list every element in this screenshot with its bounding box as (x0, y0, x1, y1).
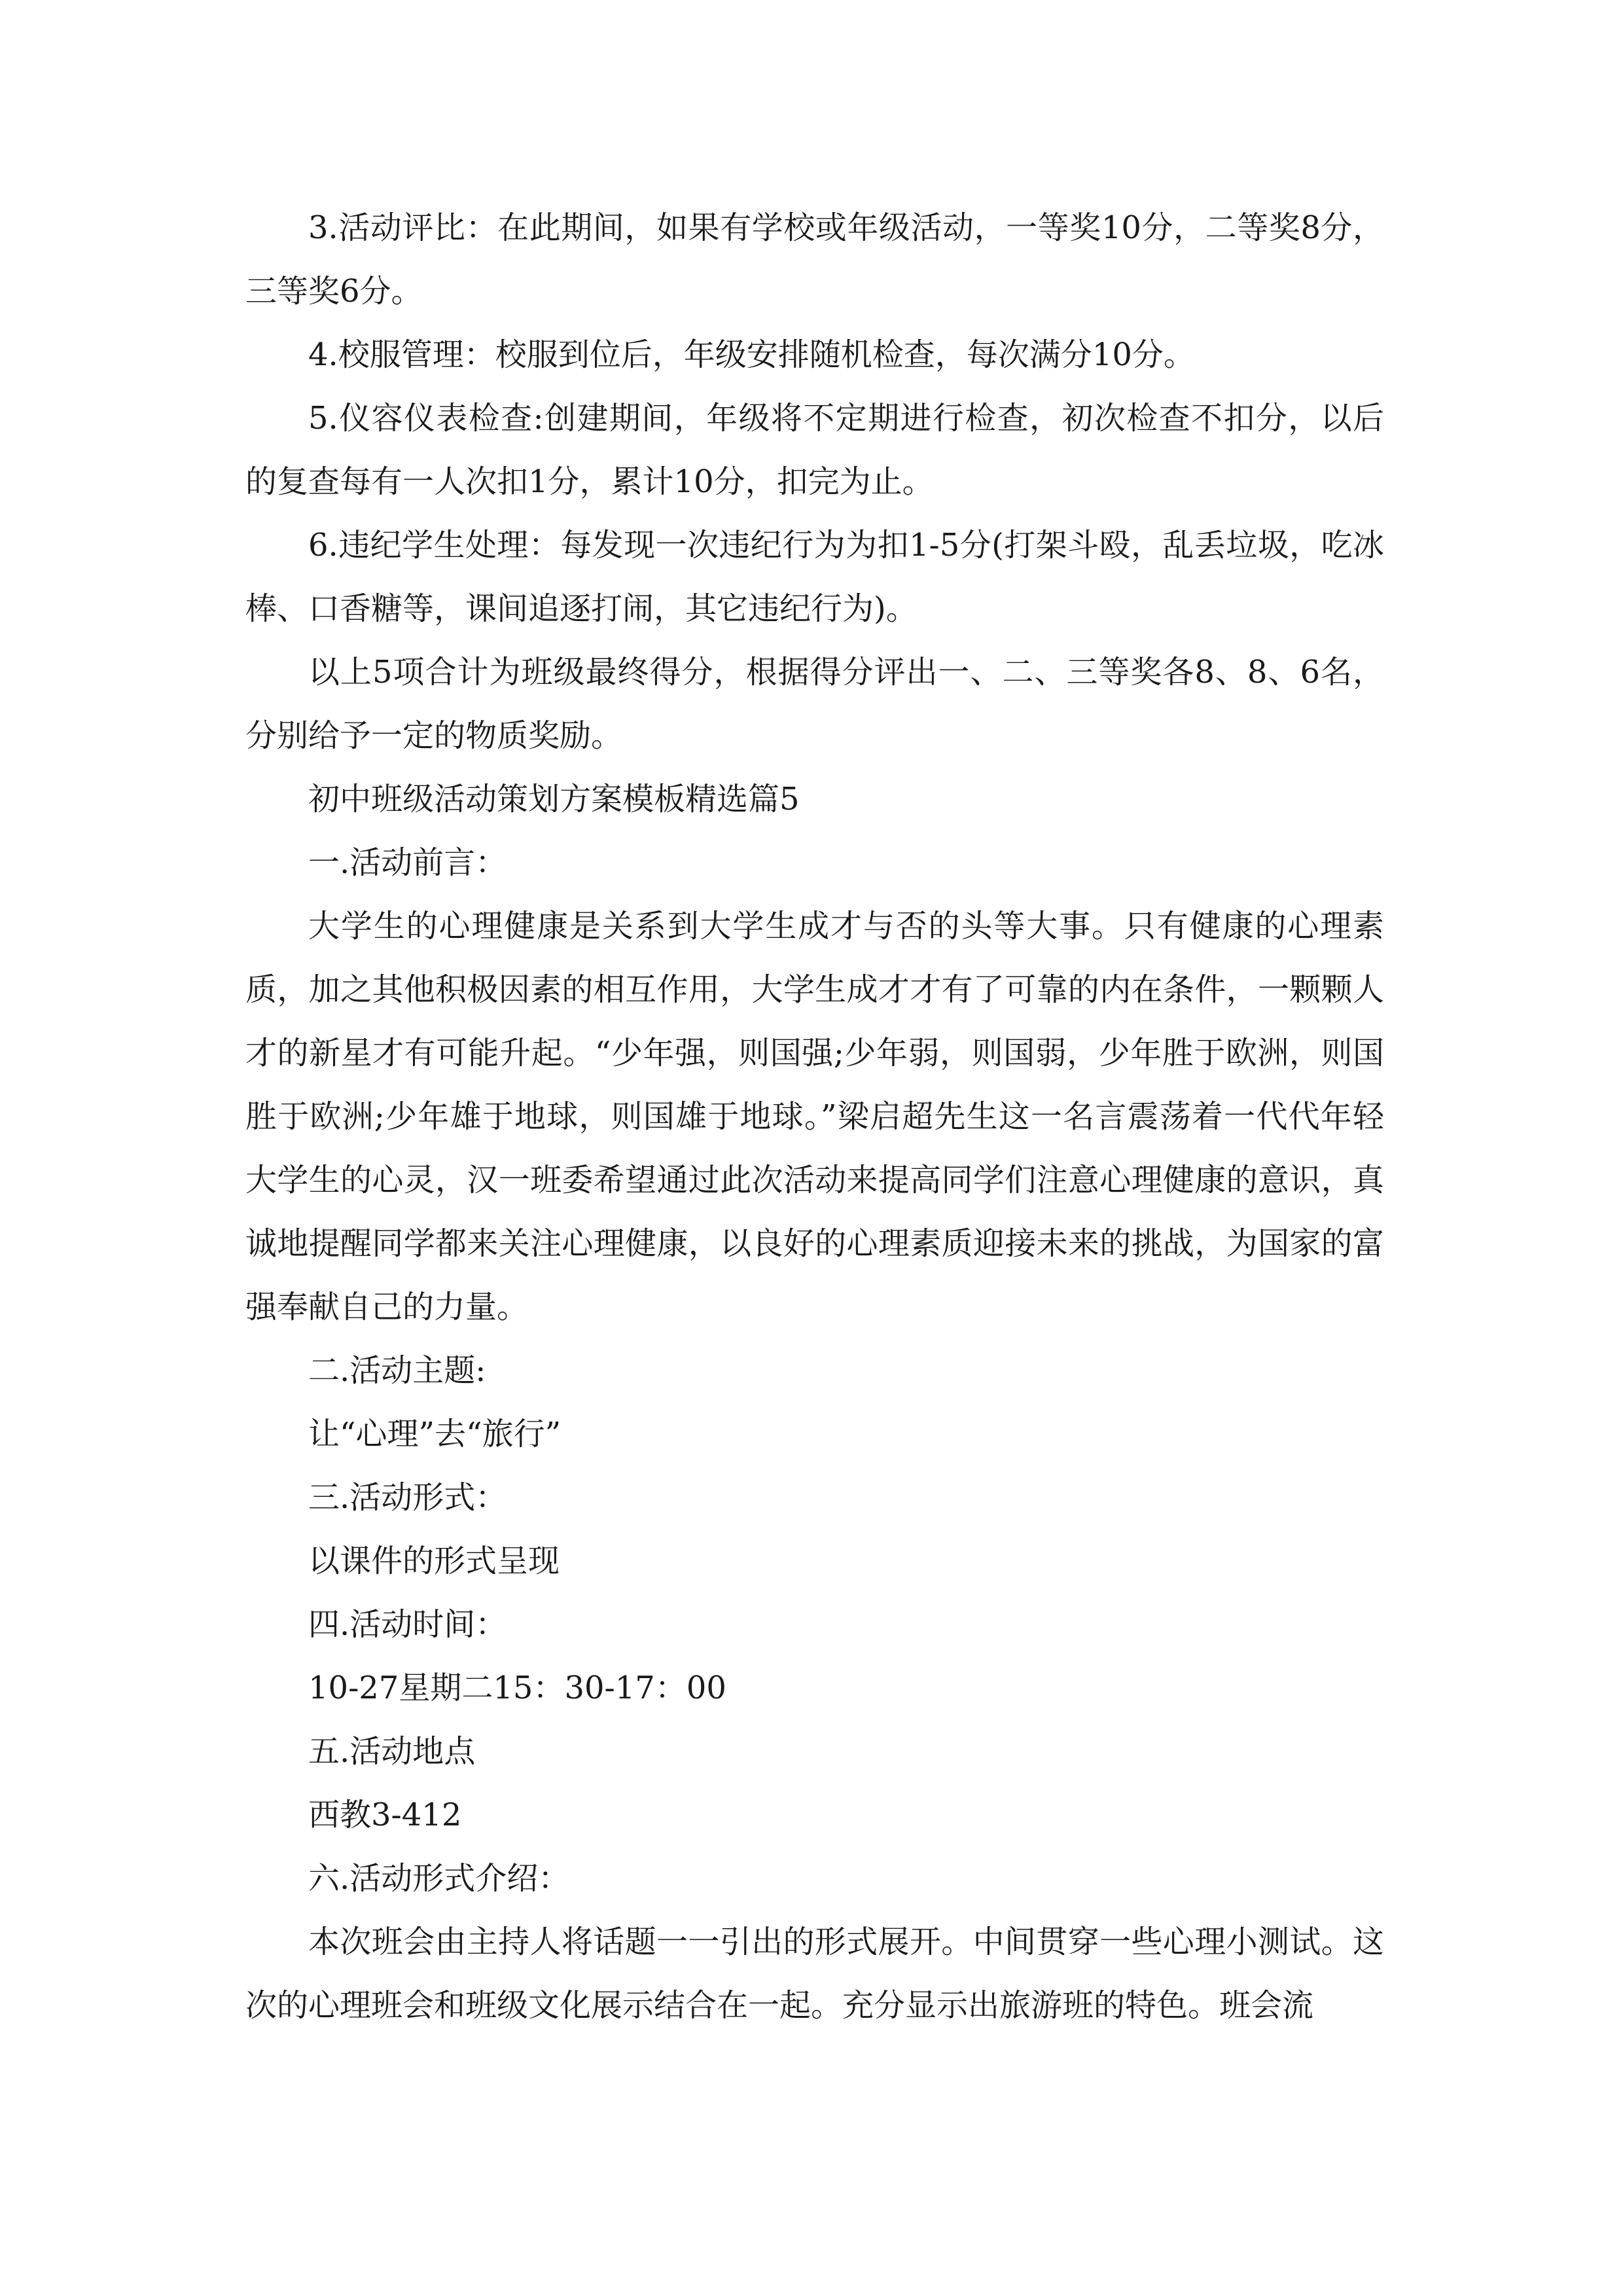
paragraph-discipline-handling: 6.违纪学生处理：每发现一次违纪行为为扣1-5分(打架斗殴，乱丢垃圾，吃冰棒、口香糖等，课间追逐打闹，其它违纪行为)。 (245, 527, 1384, 627)
heading-time: 四.活动时间： (308, 1606, 507, 1643)
time-value: 10-27星期二15：30-17：00 (308, 1670, 726, 1706)
document-body (245, 196, 1384, 2037)
paragraph-preface: 大学生的心理健康是关系到大学生成才与否的头等大事。只有健康的心理素质，加之其他积极因素的相互作用，大学生成才才有了可靠的内在条件，一颗颗人才的新星才有可能升起。“少年强，则国强;少年弱，则国弱，少年胜于欧洲，则国胜于欧洲;少年雄于地球，则国雄于地球。”梁启超先生这一名言震荡着一代代年轻大学生的心灵，汉一班委希望通过此次活动来提高同学们注意心理健康的意识，真诚地提醒同学都来关注心理健康，以良好的心理素质迎接未来的挑战，为国家的富强奉献自己的力量。 (245, 908, 1384, 1325)
paragraph-total-score: 以上5项合计为班级最终得分，根据得分评出一、二、三等奖各8、8、6名，分别给予一定的物质奖励。 (245, 654, 1384, 754)
heading-preface: 一.活动前言： (308, 844, 507, 881)
heading-form-intro: 六.活动形式介绍： (308, 1860, 570, 1897)
paragraph-uniform-management: 4.校服管理：校服到位后，年级安排随机检查，每次满分10分。 (308, 336, 1195, 373)
heading-form: 三.活动形式： (308, 1479, 507, 1516)
heading-theme: 二.活动主题: (308, 1352, 486, 1389)
paragraph-appearance-check: 5.仪容仪表检查:创建期间，年级将不定期进行检查，初次检查不扣分，以后的复查每有一人次扣1分，累计10分，扣完为止。 (245, 400, 1384, 500)
paragraph-form-intro: 本次班会由主持人将话题一一引出的形式展开。中间贯穿一些心理小测试。这次的心理班会和班级文化展示结合在一起。充分显示出旅游班的特色。班会流 (245, 1924, 1384, 2024)
paragraph-activity-evaluation: 3.活动评比：在此期间，如果有学校或年级活动，一等奖10分，二等奖8分，三等奖6分。 (245, 209, 1384, 310)
location-value: 西教3-412 (308, 1797, 462, 1833)
heading-location: 五.活动地点 (308, 1733, 476, 1770)
section-title: 初中班级活动策划方案模板精选篇5 (308, 781, 800, 817)
form-value: 以课件的形式呈现 (308, 1543, 560, 1579)
theme-value: 让“心理”去“旅行” (308, 1416, 562, 1452)
